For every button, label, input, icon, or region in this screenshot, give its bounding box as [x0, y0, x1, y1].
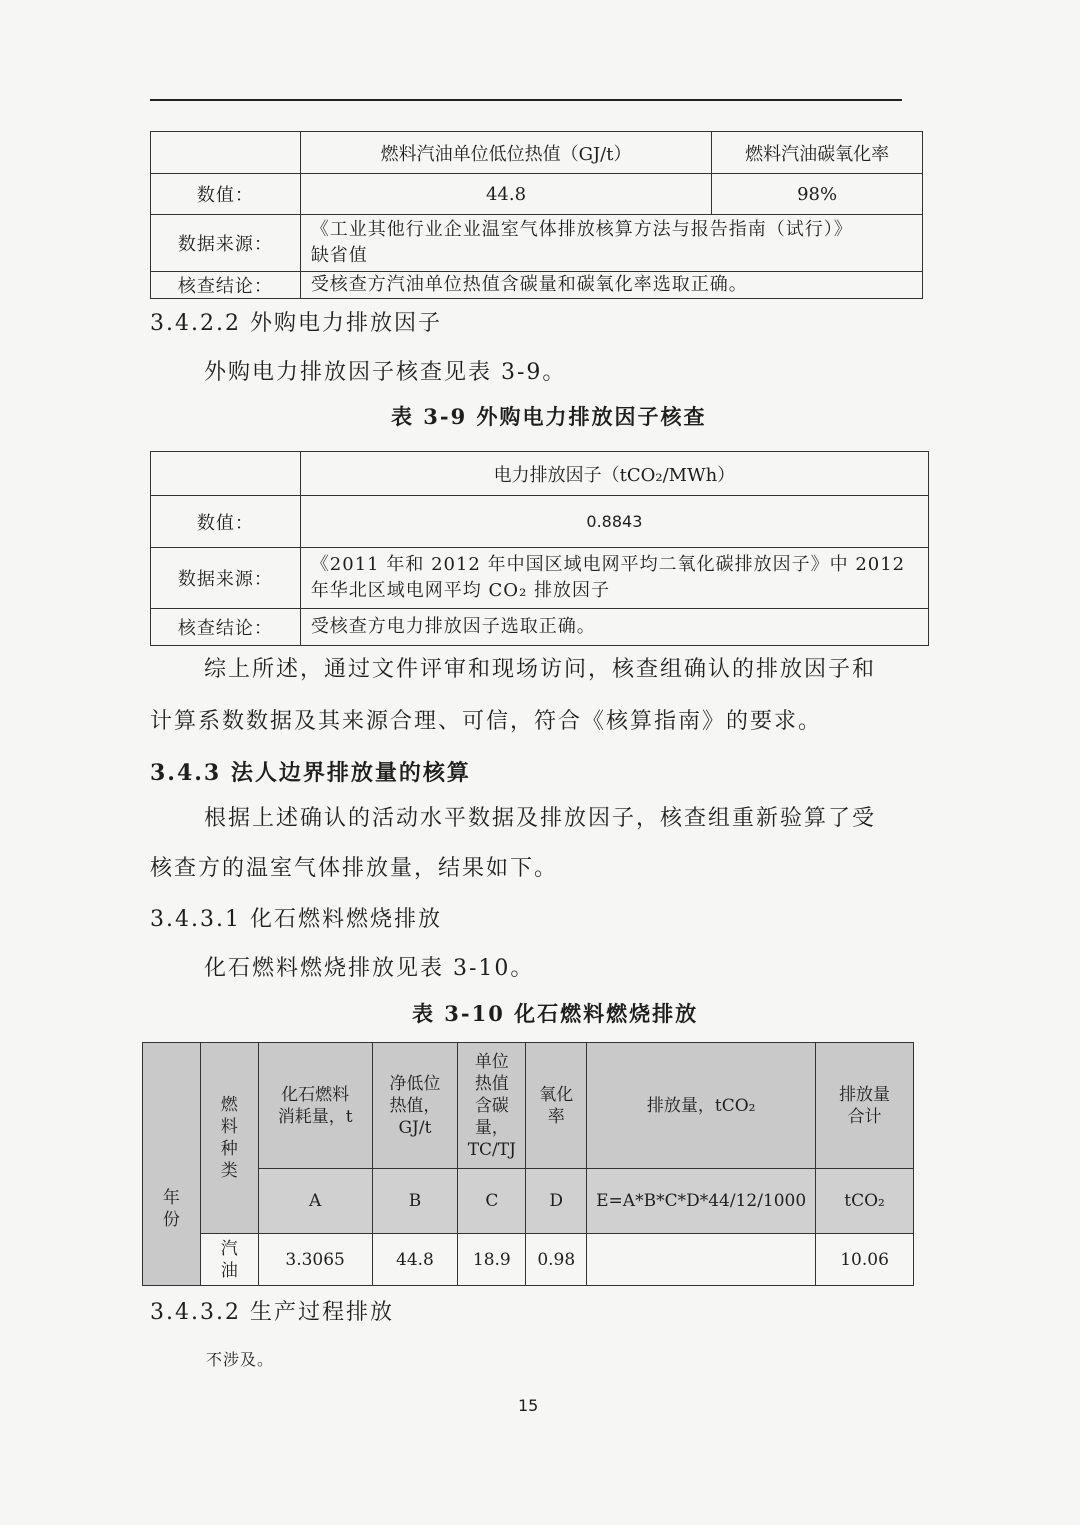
carbon-content-header: 单位 热值 含碳 量， TC/TJ	[458, 1043, 526, 1169]
code-b: B	[372, 1169, 458, 1234]
paragraph-intro-3-10: 化石燃料燃烧排放见表 3-10。	[204, 956, 535, 981]
summary-line-2: 计算系数数据及其来源合理、可信，符合《核算指南》的要求。	[150, 709, 823, 734]
table-caption-3-9: 表 3-9 外购电力排放因子核查	[391, 404, 707, 429]
emission-header: 排放量，tCO₂	[587, 1043, 816, 1169]
fuel-type-header: 燃 料 种 类	[200, 1043, 258, 1234]
conclusion-row-label: 核查结论：	[151, 609, 301, 646]
code-formula: E=A*B*C*D*44/12/1000	[587, 1169, 816, 1234]
paragraph-line-2: 核查方的温室气体排放量，结果如下。	[150, 856, 559, 881]
code-total-unit: tCO₂	[816, 1169, 914, 1234]
consumption-header: 化石燃料 消耗量，t	[258, 1043, 372, 1169]
electricity-factor-value: 0.8843	[300, 496, 928, 548]
value-row-label: 数值：	[151, 496, 301, 548]
heat-value-cell: 44.8	[372, 1234, 458, 1286]
conclusion-row-label: 核查结论：	[151, 272, 301, 299]
header-empty-cell	[151, 132, 301, 174]
oxidation-cell: 0.98	[526, 1234, 587, 1286]
header-empty-cell	[151, 452, 301, 496]
header-rule	[150, 99, 902, 101]
section-heading-3-4-3-2: 3.4.3.2 生产过程排放	[150, 1300, 394, 1325]
value-row-label: 数值：	[151, 174, 301, 215]
source-cell	[300, 215, 922, 272]
heat-value-header: 燃料汽油单位低位热值（GJ/t）	[300, 132, 711, 174]
total-emission-header: 排放量 合计	[816, 1043, 914, 1169]
consumption-cell: 3.3065	[258, 1234, 372, 1286]
code-c: C	[458, 1169, 526, 1234]
source-cell	[300, 548, 928, 609]
source-row-label: 数据来源：	[151, 215, 301, 272]
oxidation-rate-cell: 98%	[712, 174, 923, 215]
source-line: 《2011 年和 2012 年中国区域电网平均二氧化碳排放因子》中 2012	[310, 554, 906, 575]
carbon-content-cell: 18.9	[458, 1234, 526, 1286]
conclusion-cell: 受核查方电力排放因子选取正确。	[300, 609, 928, 646]
code-d: D	[526, 1169, 587, 1234]
paragraph-line-1: 根据上述确认的活动水平数据及排放因子，核查组重新验算了受	[204, 806, 877, 831]
heat-value-header: 净低位 热值， GJ/t	[372, 1043, 458, 1169]
source-line: 缺省值	[310, 245, 368, 266]
section-heading-3-4-2-2: 3.4.2.2 外购电力排放因子	[150, 311, 442, 336]
section-heading-3-4-3: 3.4.3 法人边界排放量的核算	[150, 760, 471, 786]
oxidation-header: 燃料汽油碳氧化率	[712, 132, 923, 174]
code-a: A	[258, 1169, 372, 1234]
table-caption-3-10: 表 3-10 化石燃料燃烧排放	[412, 1001, 699, 1026]
emission-cell	[587, 1234, 816, 1286]
source-row-label: 数据来源：	[151, 548, 301, 609]
source-line: 年华北区域电网平均 CO₂ 排放因子	[310, 580, 610, 601]
electricity-factor-table	[150, 451, 929, 646]
year-header: 年 份	[143, 1043, 201, 1286]
summary-line-1: 综上所述，通过文件评审和现场访问，核查组确认的排放因子和	[204, 657, 877, 682]
electricity-factor-header: 电力排放因子（tCO₂/MWh）	[300, 452, 928, 496]
fuel-name-cell: 汽 油	[200, 1234, 258, 1286]
fossil-fuel-emission-table	[142, 1042, 914, 1286]
oxidation-header: 氧化 率	[526, 1043, 587, 1169]
paragraph-intro-3-9: 外购电力排放因子核查见表 3-9。	[204, 360, 567, 385]
page-number: 15	[518, 1396, 539, 1415]
conclusion-cell: 受核查方汽油单位热值含碳量和碳氧化率选取正确。	[300, 272, 922, 299]
total-emission-cell: 10.06	[816, 1234, 914, 1286]
heat-value-cell: 44.8	[300, 174, 711, 215]
source-line: 《工业其他行业企业温室气体排放核算方法与报告指南（试行）》	[310, 219, 853, 240]
section-heading-3-4-3-1: 3.4.3.1 化石燃料燃烧排放	[150, 907, 442, 932]
not-applicable-note: 不涉及。	[206, 1350, 275, 1369]
gasoline-factor-table	[150, 131, 923, 299]
